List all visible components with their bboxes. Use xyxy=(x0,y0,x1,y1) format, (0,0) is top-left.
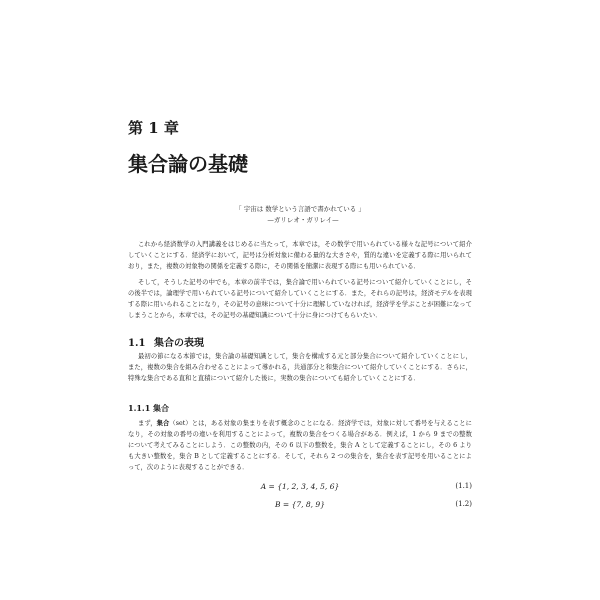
equation-tag: (1.2) xyxy=(455,500,472,508)
term-set: 集合 xyxy=(156,420,170,427)
chapter-title: 集合論の基礎 xyxy=(128,152,248,176)
section-paragraph: 最初の節になる本節では，集合論の基礎知識として，集合を構成する元と部分集合について紹介していくことにし，また，複数の集合を組み合わせることによって導かれる，共通部分と和集合について紹介していくことにする．さらに，特殊な集合である直和と直積について紹介した後に，実数の集合についても紹介していくことにする． xyxy=(128,353,472,382)
equation-tag: (1.1) xyxy=(455,482,472,490)
epigraph-quote: 「 宇宙は 数学という言語で書かれている 」 xyxy=(235,205,365,213)
equation-body: A = {1, 2, 3, 4, 5, 6} xyxy=(260,482,340,491)
equation-1-2 xyxy=(128,500,472,512)
subsection-paragraph xyxy=(128,418,472,473)
subsection-heading xyxy=(128,403,169,414)
epigraph xyxy=(128,204,472,226)
subsection-number: 1.1.1 xyxy=(128,403,151,413)
subsection-title: 集合 xyxy=(153,403,169,413)
intro-paragraph-1: これから経済数学の入門講義をはじめるに当たって，本章では，その数学で用いられている様々な記号について紹介していくことにする．経済学において，記号は分析対象に備わる量的な大きさや，質的な違いを定義する際に用いられており，また，複数の対象物の関係を定義する際に，その関係を簡潔に表現する際にも用いられている． xyxy=(128,241,472,270)
subsection-paragraph-lead: まず， xyxy=(138,420,157,427)
section-number: 1.1 xyxy=(128,338,146,349)
equation-body: B = {7, 8, 9} xyxy=(275,500,325,509)
subsection-paragraph-rest: （set）とは，ある対象の集まりを表す概念のことになる．経済学では，対象に対して番号を与えることになり，その対象の番号の違いを利用することによって，複数の集合をつくる場合がある．例えば，1 から 9 までの整数について考えてみることにしよう．この整数の内，その 6 以下の整数を，集合 A として定義することにし，その 6 よりも大きい整数を，集合 B として定義することにする．そして，それら 2 つの集合を，集合を表す記号を用いることによって，次のように表現することができる． xyxy=(128,420,472,471)
chapter-number: 第 1 章 xyxy=(128,119,179,137)
intro-paragraph-2: そして，そうした記号の中でも，本章の前半では，集合論で用いられている記号について紹介していくことにし，その後半では，論理学で用いられている記号について紹介していくことにする．また，それらの記号は，経済モデルを表現する際に用いられることになり，その記号の意味について十分に理解していなければ，経済学を学ぶことが困難になってしまうことから，本章では，その記号の基礎知識について十分に身につけてもらいたい． xyxy=(128,279,472,319)
section-heading xyxy=(128,334,204,349)
section-title: 集合の表現 xyxy=(154,338,204,349)
equation-1-1 xyxy=(128,482,472,494)
epigraph-attribution: —ガリレオ・ガリレイ— xyxy=(267,216,339,224)
